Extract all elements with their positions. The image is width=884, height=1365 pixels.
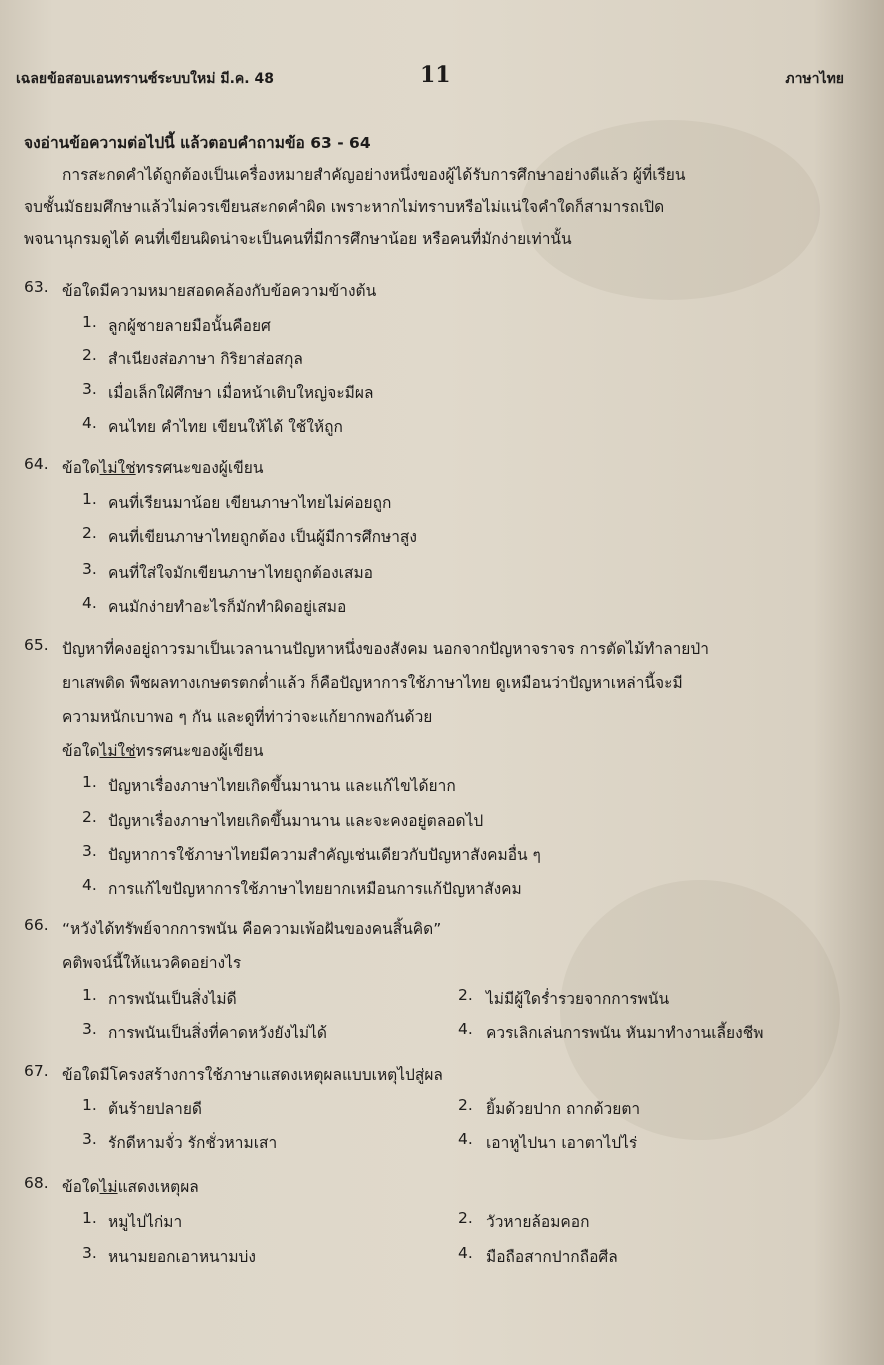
- option-text: การแก้ไขปัญหาการใช้ภาษาไทยยากเหมือนการแก้ปัญหาสังคม: [108, 880, 522, 898]
- option-text: ควรเลิกเล่นการพนัน หันมาทำงานเลี้ยงชีพ: [486, 1024, 764, 1042]
- option-number: 1.: [82, 1209, 97, 1227]
- question-emphasis: ไม่ใช่: [99, 459, 136, 477]
- option-number: 1.: [82, 1096, 97, 1114]
- option-number: 4.: [82, 594, 97, 612]
- question-text: [62, 738, 263, 763]
- option-text: เอาหูไปนา เอาตาไปไร่: [486, 1134, 638, 1152]
- option-text: คนที่เรียนมาน้อย เขียนภาษาไทยไม่ค่อยถูก: [108, 494, 392, 512]
- question-pre: ข้อใด: [62, 742, 100, 760]
- question-number: 63.: [24, 278, 49, 296]
- option-number: 4.: [82, 414, 97, 432]
- option-number: 3.: [82, 1130, 97, 1148]
- option-text: คนไทย คำไทย เขียนให้ได้ ใช้ให้ถูก: [108, 418, 343, 436]
- question-passage-line: ความหนักเบาพอ ๆ กัน และดูที่ท่าว่าจะแก้ยากพอกันด้วย: [62, 708, 433, 726]
- passage-line: การสะกดคำได้ถูกต้องเป็นเครื่องหมายสำคัญอย่างหนึ่งของผู้ได้รับการศึกษาอย่างดีแล้ว ผู้ที่เรียน: [62, 166, 686, 184]
- option-text: ต้นร้ายปลายดี: [108, 1100, 202, 1118]
- option-number: 4.: [458, 1020, 473, 1038]
- option-text: วัวหายล้อมคอก: [486, 1213, 590, 1231]
- question-number: 64.: [24, 455, 49, 473]
- question-number: 66.: [24, 916, 49, 934]
- option-number: 3.: [82, 842, 97, 860]
- question-number: 65.: [24, 636, 49, 654]
- header-subject: ภาษาไทย: [785, 71, 844, 87]
- option-number: 2.: [82, 808, 97, 826]
- option-number: 4.: [458, 1244, 473, 1262]
- page-header: [0, 62, 884, 92]
- question-number: 68.: [24, 1174, 49, 1192]
- option-text: รักดีหามจั่ว รักชั่วหามเสา: [108, 1134, 278, 1152]
- question-pre: ข้อใด: [62, 459, 100, 477]
- option-number: 1.: [82, 986, 97, 1004]
- question-number: 67.: [24, 1062, 49, 1080]
- option-number: 2.: [458, 1209, 473, 1227]
- option-number: 2.: [458, 1096, 473, 1114]
- question-pre: ข้อใด: [62, 1178, 100, 1196]
- option-number: 3.: [82, 560, 97, 578]
- option-number: 4.: [458, 1130, 473, 1148]
- option-text: ยิ้มด้วยปาก ถากด้วยตา: [486, 1100, 641, 1118]
- option-number: 3.: [82, 1244, 97, 1262]
- question-text: [62, 455, 263, 480]
- question-emphasis: ไม่: [99, 1178, 118, 1196]
- option-number: 2.: [458, 986, 473, 1004]
- option-text: มือถือสากปากถือศีล: [486, 1248, 618, 1266]
- passage-line: พจนานุกรมดูได้ คนที่เขียนผิดน่าจะเป็นคนที่มีการศึกษาน้อย หรือคนที่มักง่ายเท่านั้น: [24, 230, 572, 248]
- option-number: 3.: [82, 380, 97, 398]
- instruction: จงอ่านข้อความต่อไปนี้ แล้วตอบคำถามข้อ 63 - 64: [24, 134, 371, 152]
- option-text: ไม่มีผู้ใดร่ำรวยจากการพนัน: [486, 990, 670, 1008]
- option-text: สำเนียงส่อภาษา กิริยาส่อสกุล: [108, 350, 303, 368]
- passage-line: จบชั้นมัธยมศึกษาแล้วไม่ควรเขียนสะกดคำผิด เพราะหากไม่ทราบหรือไม่แน่ใจคำใดก็สามารถเปิด: [24, 198, 665, 216]
- option-text: การพนันเป็นสิ่งที่คาดหวังยังไม่ได้: [108, 1024, 327, 1042]
- option-text: คนที่ใส่ใจมักเขียนภาษาไทยถูกต้องเสมอ: [108, 564, 373, 582]
- question-passage-line: ปัญหาที่คงอยู่ถาวรมาเป็นเวลานานปัญหาหนึ่งของสังคม นอกจากปัญหาจราจร การตัดไม้ทำลายป่า: [62, 640, 709, 658]
- question-text: ข้อใดมีความหมายสอดคล้องกับข้อความข้างต้น: [62, 282, 377, 300]
- option-text: คนที่เขียนภาษาไทยถูกต้อง เป็นผู้มีการศึกษาสูง: [108, 528, 417, 546]
- option-text: เมื่อเล็กใฝ่ศึกษา เมื่อหน้าเติบใหญ่จะมีผล: [108, 384, 374, 402]
- question-post: แสดงเหตุผล: [117, 1178, 199, 1196]
- question-text: ข้อใดมีโครงสร้างการใช้ภาษาแสดงเหตุผลแบบเหตุไปสู่ผล: [62, 1066, 443, 1084]
- question-post: ทรรศนะของผู้เขียน: [135, 742, 264, 760]
- option-number: 2.: [82, 524, 97, 542]
- option-text: หมูไปไก่มา: [108, 1213, 183, 1231]
- option-text: ลูกผู้ชายลายมือนั้นคือยศ: [108, 317, 271, 335]
- option-number: 1.: [82, 490, 97, 508]
- option-text: ปัญหาเรื่องภาษาไทยเกิดขึ้นมานาน และจะคงอยู่ตลอดไป: [108, 812, 484, 830]
- question-text: คติพจน์นี้ให้แนวคิดอย่างไร: [62, 954, 242, 972]
- question-text: [62, 1174, 199, 1199]
- option-number: 2.: [82, 346, 97, 364]
- option-number: 1.: [82, 773, 97, 791]
- option-number: 1.: [82, 313, 97, 331]
- option-number: 3.: [82, 1020, 97, 1038]
- question-emphasis: ไม่ใช่: [99, 742, 136, 760]
- option-text: ปัญหาเรื่องภาษาไทยเกิดขึ้นมานาน และแก้ไขได้ยาก: [108, 777, 456, 795]
- question-quote: “หวังได้ทรัพย์จากการพนัน คือความเพ้อฝันของคนสิ้นคิด”: [62, 920, 442, 938]
- option-text: การพนันเป็นสิ่งไม่ดี: [108, 990, 237, 1008]
- header-left: เฉลยข้อสอบเอนทรานซ์ระบบใหม่ มี.ค. 48: [16, 71, 274, 87]
- page-number: 11: [420, 62, 451, 88]
- question-passage-line: ยาเสพติด พืชผลทางเกษตรตกต่ำแล้ว ก็คือปัญหาการใช้ภาษาไทย ดูเหมือนว่าปัญหาเหล่านี้จะมี: [62, 674, 683, 692]
- question-post: ทรรศนะของผู้เขียน: [135, 459, 264, 477]
- option-text: หนามยอกเอาหนามบ่ง: [108, 1248, 256, 1266]
- option-text: ปัญหาการใช้ภาษาไทยมีความสำคัญเช่นเดียวกับปัญหาสังคมอื่น ๆ: [108, 846, 541, 864]
- option-text: คนมักง่ายทำอะไรก็มักทำผิดอยู่เสมอ: [108, 598, 347, 616]
- option-number: 4.: [82, 876, 97, 894]
